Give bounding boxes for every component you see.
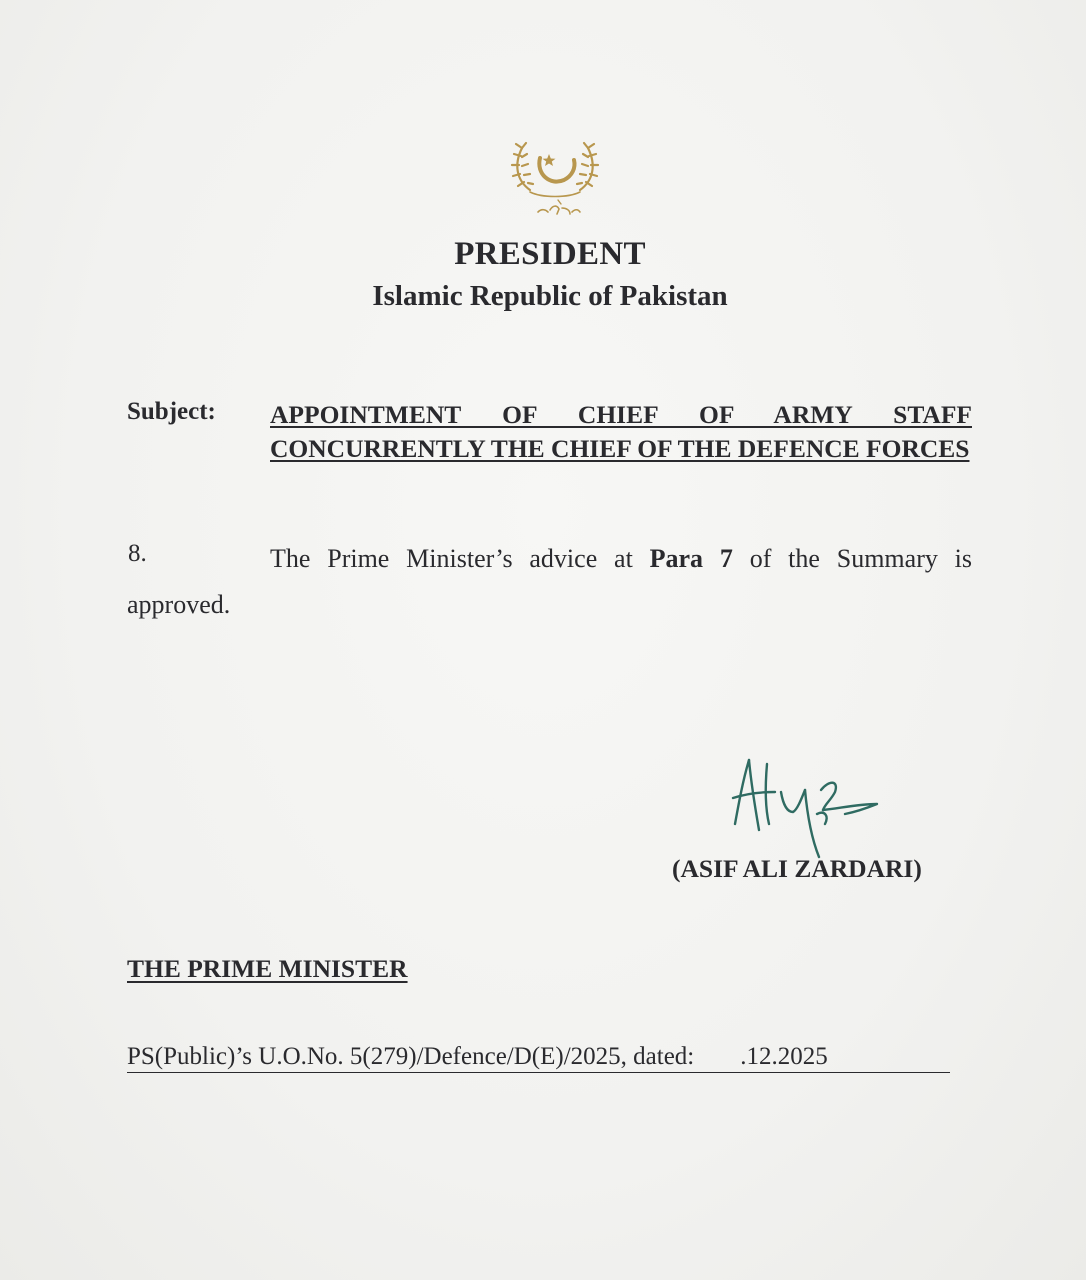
subject-label: Subject:	[127, 398, 216, 425]
handwritten-signature	[725, 752, 895, 862]
paragraph-text	[270, 542, 972, 576]
reference-prefix: PS(Public)’s U.O.No. 5(279)/Defence/D(E)/2025, dated:	[127, 1043, 695, 1070]
reference-date: .12.2025	[740, 1043, 828, 1070]
heading-subtitle: Islamic Republic of Pakistan	[372, 280, 728, 312]
signatory-name: (ASIF ALI ZARDARI)	[672, 854, 922, 883]
heading-title: PRESIDENT	[454, 236, 646, 272]
paragraph-continuation: approved.	[127, 590, 231, 619]
paragraph-text-after: of the Summary is	[732, 544, 973, 573]
presidential-emblem-icon	[500, 128, 610, 228]
subject-text	[270, 398, 972, 466]
paragraph-text-bold: Para 7	[649, 544, 733, 573]
reference-line	[127, 1042, 950, 1073]
addressee: THE PRIME MINISTER	[127, 954, 408, 983]
subject-text-content: APPOINTMENT OF CHIEF OF ARMY STAFF CONCURRENTLY THE CHIEF OF THE DEFENCE FORCES	[270, 400, 972, 463]
paragraph-text-before: The Prime Minister’s advice at	[270, 544, 650, 573]
paragraph-number: 8.	[128, 540, 147, 567]
